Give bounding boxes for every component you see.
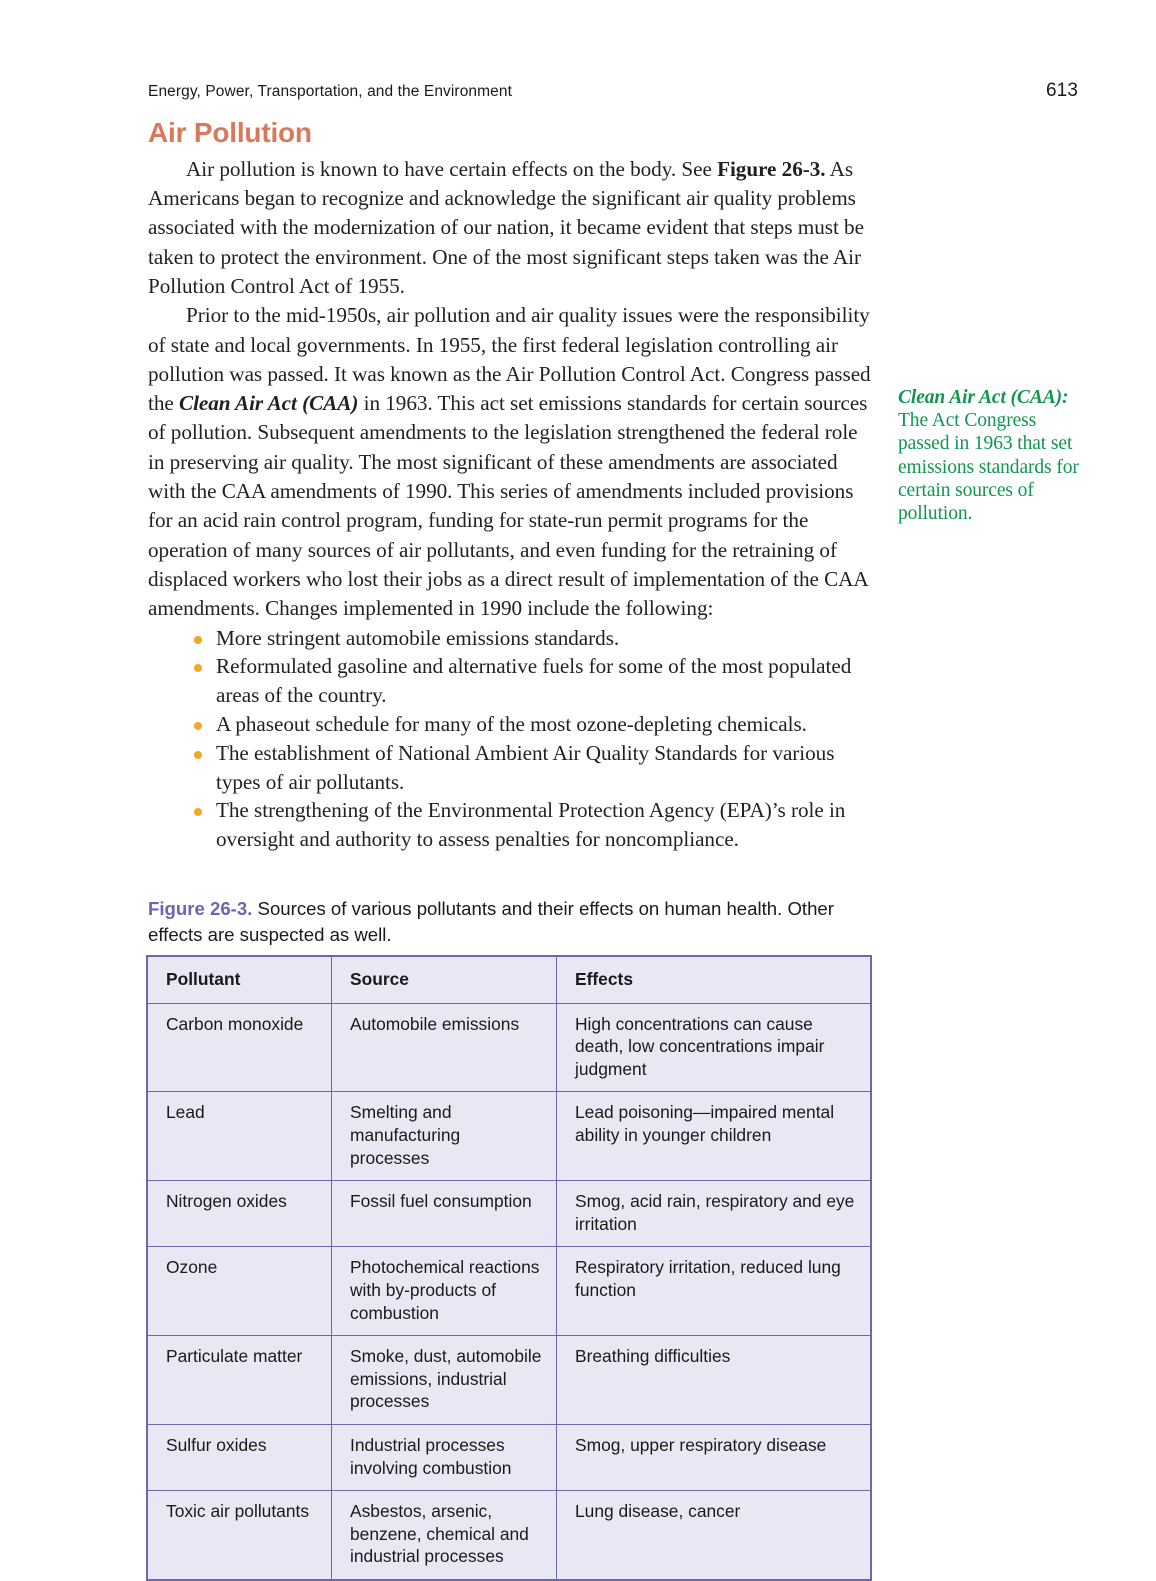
table-cell-3: Respiratory irritation, reduced lung function	[557, 1247, 872, 1336]
paragraph-1	[148, 155, 878, 301]
table-row	[148, 1424, 872, 1490]
figure-table-wrapper	[147, 956, 871, 1580]
table-header-row	[148, 957, 872, 1004]
paragraph-2-part-1: Prior to the mid-1950s, air pollution and air quality issues were the responsibility of state and local governments. In 1955, the first federal legislation controlling air pollution was passed. It was known as the Air Pollution Control Act. Congress passed the	[148, 303, 871, 416]
table-column-header-3: Effects	[557, 957, 872, 1004]
pollutants-table	[147, 956, 872, 1580]
table-row	[148, 1181, 872, 1247]
table-cell-2: Smelting and manufacturing processes	[332, 1092, 557, 1181]
table-cell-2: Photochemical reactions with by-products of combustion	[332, 1247, 557, 1336]
table-row	[148, 1092, 872, 1181]
table-cell-3: Smog, acid rain, respiratory and eye irritation	[557, 1181, 872, 1247]
table-cell-1: Ozone	[148, 1247, 332, 1336]
table-cell-2: Fossil fuel consumption	[332, 1181, 557, 1247]
paragraph-2	[148, 301, 878, 623]
table-cell-1: Nitrogen oxides	[148, 1181, 332, 1247]
page-number: 613	[1045, 80, 1078, 101]
table-cell-3: Smog, upper respiratory disease	[557, 1424, 872, 1490]
table-body	[148, 1003, 872, 1579]
list-item: Reformulated gasoline and alternative fuels for some of the most populated areas of the country.	[194, 652, 878, 710]
table-cell-1: Lead	[148, 1092, 332, 1181]
paragraph-2-part-2: Clean Air Act (CAA)	[178, 391, 359, 416]
table-cell-1: Particulate matter	[148, 1336, 332, 1425]
table-cell-2: Industrial processes involving combustion	[332, 1424, 557, 1490]
paragraph-2-part-3: in 1963. This act set emissions standards for certain sources of pollution. Subsequent amendments to the legislation strengthened the federal role in preserving air quality. The most significant of these amendments are associated with the CAA amendments of 1990. This series of amendments included provisions for an acid rain control program, funding for state-run permit programs for the operation of many sources of air pollutants, and even funding for the retraining of displaced workers who lost their jobs as a direct result of implementation of the CAA amendments. Changes implemented in 1990 include the following:	[148, 391, 868, 621]
table-cell-2: Automobile emissions	[332, 1003, 557, 1092]
paragraph-1-part-2: Figure 26-3.	[717, 156, 826, 181]
table-cell-3: High concentrations can cause death, low concentrations impair judgment	[557, 1003, 872, 1092]
figure-label: Figure 26-3.	[148, 898, 253, 919]
table-column-header-2: Source	[332, 957, 557, 1004]
page-title: Air Pollution	[148, 117, 312, 148]
table-column-header-1: Pollutant	[148, 957, 332, 1004]
list-item: The strengthening of the Environmental Protection Agency (EPA)’s role in oversight and authority to assess penalties for noncompliance.	[194, 796, 878, 854]
table-cell-1: Carbon monoxide	[148, 1003, 332, 1092]
running-head	[148, 80, 1078, 102]
table-row	[148, 1336, 872, 1425]
list-item: A phaseout schedule for many of the most ozone-depleting chemicals.	[194, 710, 878, 739]
list-item: More stringent automobile emissions standards.	[194, 624, 878, 653]
main-content-column	[148, 118, 878, 854]
changes-bullet-list	[148, 624, 878, 854]
definition-text: The Act Congress passed in 1963 that set emissions standards for certain sources of pollution.	[898, 410, 1079, 525]
table-cell-3: Lead poisoning—impaired mental ability in younger children	[557, 1092, 872, 1181]
figure-caption	[148, 896, 878, 948]
table-cell-3: Breathing difficulties	[557, 1336, 872, 1425]
table-cell-1: Toxic air pollutants	[148, 1491, 332, 1580]
paragraph-1-part-3: As Americans began to recognize and acknowledge the significant air quality problems associated with the modernization of our nation, it became evident that steps must be taken to protect the environment. One of the most significant steps taken was the Air Pollution Control Act of 1955.	[148, 156, 864, 298]
list-item: The establishment of National Ambient Air Quality Standards for various types of air pollutants.	[194, 739, 878, 797]
figure-caption-text: Sources of various pollutants and their effects on human health. Other effects are suspected as well.	[148, 898, 834, 945]
table-cell-2: Smoke, dust, automobile emissions, industrial processes	[332, 1336, 557, 1425]
paragraph-1-part-1: Air pollution is known to have certain effects on the body. See	[186, 156, 718, 181]
running-head-title: Energy, Power, Transportation, and the Environment	[148, 83, 512, 100]
table-row	[148, 1491, 872, 1580]
table-cell-1: Sulfur oxides	[148, 1424, 332, 1490]
table-cell-3: Lung disease, cancer	[557, 1491, 872, 1580]
margin-definition-note	[898, 386, 1080, 525]
definition-term: Clean Air Act (CAA):	[898, 387, 1069, 408]
table-row	[148, 1247, 872, 1336]
table-cell-2: Asbestos, arsenic, benzene, chemical and industrial processes	[332, 1491, 557, 1580]
table-row	[148, 1003, 872, 1092]
